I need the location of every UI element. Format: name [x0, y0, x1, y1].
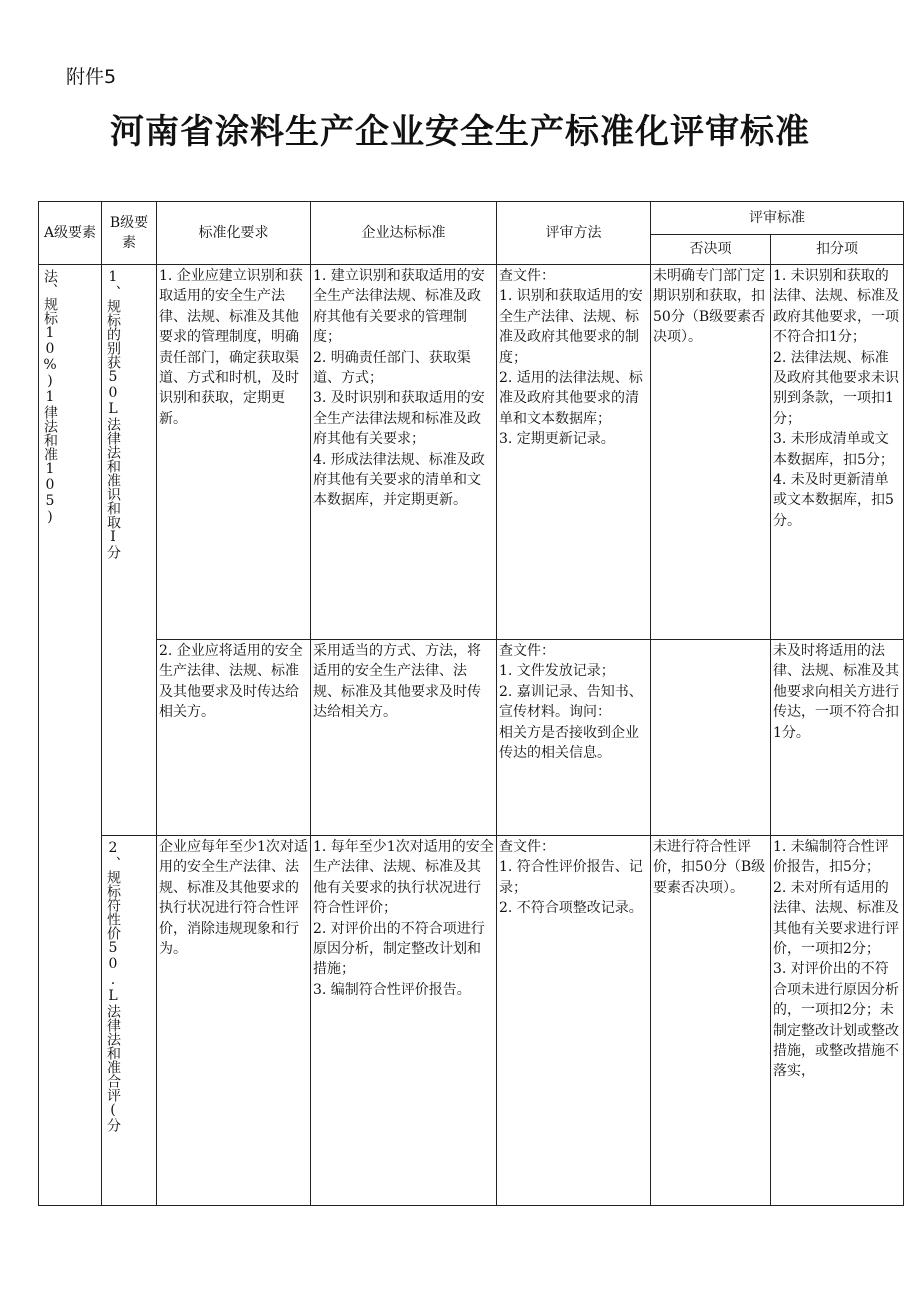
b-element-text: 2、规标符性价50.L法律法和准合评(分: [105, 840, 121, 1132]
requirement-cell: 2. 企业应将适用的安全生产法律、法规、标准及其他要求及时传达给相关方。: [157, 640, 311, 836]
b-element-cell: [102, 265, 157, 836]
col-requirement: 标准化要求: [157, 202, 311, 265]
col-deduction: 扣分项: [771, 235, 904, 265]
col-b-level: B级要素: [102, 202, 157, 265]
col-criteria-group: 评审标准: [651, 202, 904, 235]
veto-cell: 未进行符合性评价，扣50分（B级要素否决项）。: [651, 836, 771, 1206]
deduction-cell: 未及时将适用的法律、法规、标准及其他要求向相关方进行传达，一项不符合扣1分。: [771, 640, 904, 836]
table-row: [39, 640, 904, 836]
page-title: 河南省涂料生产企业安全生产标准化评审标准: [110, 112, 810, 152]
header-row: [39, 202, 904, 235]
deduction-cell: 1. 未编制符合性评价报告，扣5分； 2. 未对所有适用的法律、法规、标准及其他有关要求进行评价，一项扣2分； 3. 对评价出的不符合项未进行原因分析的，一项扣2分；未制定整改计划或整改措施，或整改措施不落实，: [771, 836, 904, 1206]
table-row: [39, 836, 904, 1206]
veto-cell: [651, 640, 771, 836]
col-enterprise-standard: 企业达标标准: [311, 202, 497, 265]
col-veto: 否决项: [651, 235, 771, 265]
standards-table: [38, 201, 904, 1206]
b-element-cell: [102, 836, 157, 1206]
b-element-text: 1、规标的别获50L法律法和准识和取I分: [105, 269, 121, 559]
col-a-level: A级要素: [39, 202, 102, 265]
attachment-label: 附件5: [66, 66, 117, 88]
deduction-cell: 1. 未识别和获取的法律、法规、标准及政府其他要求，一项不符合扣1分； 2. 法律法规、标准及政府其他要求未识别到条款，一项扣1分； 3. 未形成清单或文本数据库，扣5分； 4. 未及时更新清单或文本数据库，扣5分。: [771, 265, 904, 640]
method-cell: 查文件： 1. 文件发放记录； 2. 嘉训记录、告知书、宣传材料。询问： 相关方是否接收到企业传达的相关信息。: [497, 640, 651, 836]
enterprise-standard-cell: 1. 每年至少1次对适用的安全生产法律、法规、标准及其他有关要求的执行状况进行符合性评价； 2. 对评价出的不符合项进行原因分析，制定整改计划和措施； 3. 编制符合性评价报告。: [311, 836, 497, 1206]
requirement-cell: 企业应每年至少1次对适用的安全生产法律、法规、标准及其他要求的执行状况进行符合性评价，消除违规现象和行为。: [157, 836, 311, 1206]
a-element-cell: [39, 265, 102, 1206]
veto-cell: 未明确专门部门定期识别和获取，扣50分（B级要素否决项）。: [651, 265, 771, 640]
method-cell: 查文件： 1. 符合性评价报告、记录； 2. 不符合项整改记录。: [497, 836, 651, 1206]
enterprise-standard-cell: 采用适当的方式、方法，将适用的安全生产法律、法规、标准及其他要求及时传达给相关方。: [311, 640, 497, 836]
enterprise-standard-cell: 1. 建立识别和获取适用的安全生产法律法规、标准及政府其他有关要求的管理制度； 2. 明确责任部门、获取渠道、方式； 3. 及时识别和获取适用的安全生产法律法规和标准及政府其他有关要求； 4. 形成法律法规、标准及政府其他有关要求的清单和文本数据库，并定期更新。: [311, 265, 497, 640]
table-row: [39, 265, 904, 640]
method-cell: 查文件： 1. 识别和获取适用的安全生产法律、法规、标准及政府其他要求的制度； 2. 适用的法律法规、标准及政府其他要求的清单和文本数据库； 3. 定期更新记录。: [497, 265, 651, 640]
col-method: 评审方法: [497, 202, 651, 265]
a-element-text: 法、规标10%)1律法和准105): [42, 269, 58, 525]
requirement-cell: 1. 企业应建立识别和获取适用的安全生产法律、法规、标准及其他要求的管理制度，明确责任部门，确定获取渠道、方式和时机，及时识别和获取，定期更新。: [157, 265, 311, 640]
